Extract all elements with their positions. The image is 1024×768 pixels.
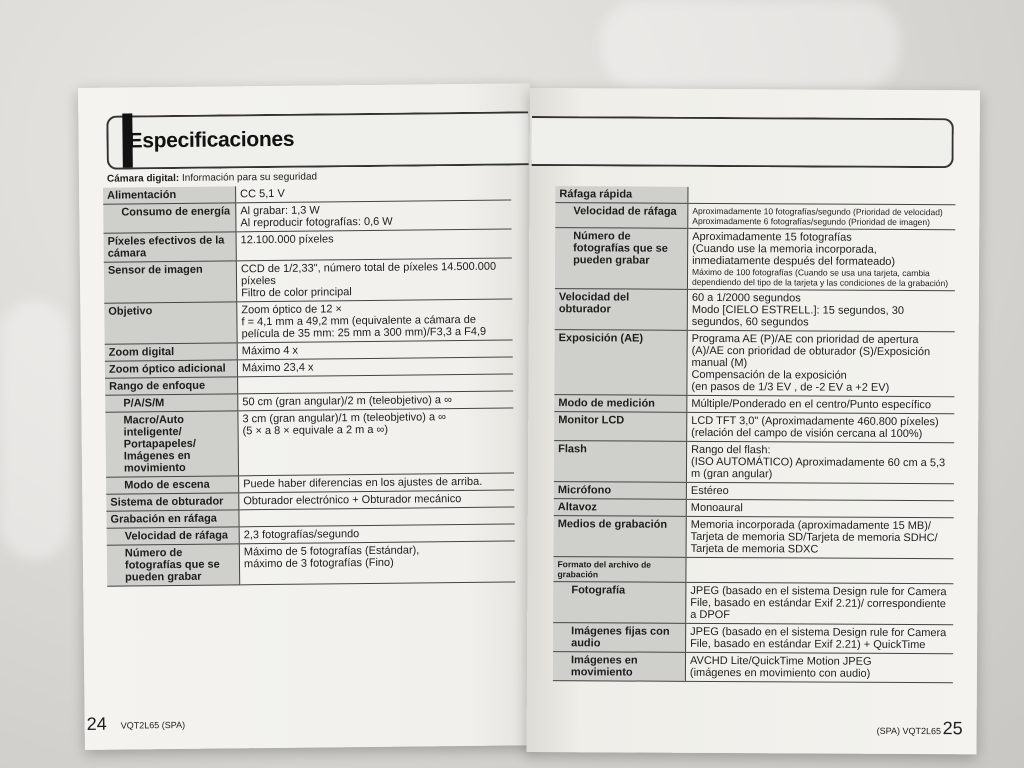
spec-row bbox=[554, 516, 954, 559]
spec-label: Formato del archivo de grabación bbox=[553, 557, 686, 583]
spec-label: Monitor LCD bbox=[554, 412, 687, 442]
spec-label: Altavoz bbox=[554, 499, 687, 517]
spec-row bbox=[104, 229, 512, 262]
spec-row bbox=[554, 499, 954, 518]
spec-value bbox=[686, 441, 954, 483]
spec-value bbox=[686, 516, 954, 558]
spec-row bbox=[555, 228, 955, 291]
spec-label: Número de fotografías que se pueden grabar bbox=[107, 544, 240, 586]
spec-value-text: Aproximadamente 15 fotografías (Cuando use la memoria incorporada, inmediatamente después del formateado) bbox=[692, 230, 896, 268]
subhead-rest: Información para su seguridad bbox=[179, 171, 318, 184]
spec-value-text: JPEG (basado en el sistema Design rule for Camera File, basado en estándar Exif 2.21)/ correspondiente a DPOF bbox=[690, 584, 947, 622]
spec-row bbox=[555, 186, 955, 205]
spec-label: Consumo de energía bbox=[103, 203, 236, 233]
spec-value-text: Máximo 4 x bbox=[241, 344, 299, 358]
spec-label: Alimentación bbox=[103, 186, 236, 204]
page-code: (SPA) VQT2L65 bbox=[876, 725, 942, 737]
right-page bbox=[527, 88, 980, 754]
spec-label: Zoom digital bbox=[105, 343, 238, 361]
spec-label: Imágenes en movimiento bbox=[553, 652, 686, 682]
spec-value bbox=[236, 229, 512, 261]
spec-value-text: Rango del flash: (ISO AUTOMÁTICO) Aproximadamente 60 cm a 5,3 m (gran angular) bbox=[690, 443, 946, 481]
spec-value-text: Máximo 23,4 x bbox=[241, 361, 314, 375]
spec-row bbox=[553, 623, 953, 654]
spec-value-text: Obturador electrónico + Obturador mecánico bbox=[243, 493, 462, 508]
spec-label: Píxeles efectivos de la cámara bbox=[104, 232, 237, 262]
spec-label: Micrófono bbox=[554, 482, 687, 500]
spec-row bbox=[105, 408, 514, 477]
spec-label: Velocidad del obturador bbox=[555, 289, 688, 331]
spec-label: Imágenes fijas con audio bbox=[553, 623, 686, 653]
spec-label: Flash bbox=[554, 441, 687, 483]
spec-label: Macro/Auto inteligente/ Portapapeles/ Imágenes en movimiento bbox=[105, 411, 238, 477]
spec-value-text: LCD TFT 3,0" (Aproximadamente 460.800 píxeles) (relación del campo de visión cercana al 100%) bbox=[691, 414, 939, 441]
spec-label: Medios de grabación bbox=[554, 516, 687, 558]
spec-value-text: Múltiple/Ponderado en el centro/Punto específico bbox=[691, 397, 932, 412]
page-title: Especificaciones bbox=[128, 127, 295, 153]
spec-value bbox=[236, 258, 512, 302]
spec-value-text: JPEG (basado en el sistema Design rule for Camera File, basado en estándar Exif 2.21) + QuickTime bbox=[690, 625, 947, 652]
spec-value-text: 60 a 1/2000 segundos Modo [CIELO ESTRELL.]: 15 segundos, 30 segundos, 60 segundos bbox=[691, 291, 905, 329]
spec-value bbox=[687, 228, 955, 290]
spec-value bbox=[687, 330, 955, 396]
spec-value bbox=[239, 541, 515, 585]
spec-label: Sistema de obturador bbox=[106, 493, 239, 511]
spec-value bbox=[685, 652, 953, 682]
fabric-fold bbox=[0, 300, 70, 560]
spec-label: Número de fotografías que se pueden grabar bbox=[555, 228, 688, 290]
spec-value-text: Monoaural bbox=[690, 501, 743, 515]
spec-label: Grabación en ráfaga bbox=[106, 510, 239, 528]
spec-value-text: Zoom óptico de 12 × f = 4,1 mm a 49,2 mm (equivalente a cámara de película de 35 mm: 25 mm a 300 mm)/F3,3 a F4,9 bbox=[241, 303, 487, 341]
spec-row bbox=[104, 299, 512, 344]
spec-value bbox=[686, 557, 954, 583]
spec-label: P/A/S/M bbox=[105, 394, 238, 412]
spec-row bbox=[104, 258, 512, 303]
spec-value-text: AVCHD Lite/QuickTime Motion JPEG (imágenes en movimiento con audio) bbox=[689, 654, 872, 680]
spec-label: Rango de enfoque bbox=[105, 377, 238, 395]
spec-row bbox=[554, 482, 954, 501]
spec-label: Exposición (AE) bbox=[554, 330, 687, 396]
title-tab-right bbox=[532, 116, 954, 168]
left-page bbox=[78, 83, 537, 750]
spec-table-right bbox=[553, 186, 956, 683]
spec-value bbox=[236, 200, 512, 232]
spec-value-text: 2,3 fotografías/segundo bbox=[243, 528, 360, 542]
spec-value bbox=[687, 289, 955, 331]
spec-label: Ráfaga rápida bbox=[555, 186, 688, 203]
spec-value-text: Aproximadamente 10 fotografías/segundo (Prioridad de velocidad) Aproximadamente 6 fotografías/segundo (Prioridad de imagen) bbox=[692, 205, 943, 228]
spec-row bbox=[555, 203, 955, 230]
spec-row bbox=[107, 541, 515, 586]
subhead-bold: Cámara digital: bbox=[106, 172, 180, 185]
page-number: 24 bbox=[86, 713, 107, 734]
spec-value-text: 12.100.000 píxeles bbox=[240, 233, 334, 247]
spec-value bbox=[686, 482, 954, 500]
spec-value-text: Memoria incorporada (aproximadamente 15 MB)/ Tarjeta de memoria SD/Tarjeta de memoria SDHC/ Tarjeta de memoria SDXC bbox=[690, 518, 938, 556]
spec-label: Velocidad de ráfaga bbox=[107, 527, 240, 545]
spec-row bbox=[553, 652, 953, 683]
spec-value bbox=[238, 408, 514, 476]
spec-row bbox=[554, 412, 954, 443]
spec-label: Objetivo bbox=[104, 302, 237, 344]
spec-label: Zoom óptico adicional bbox=[105, 360, 238, 378]
spec-value bbox=[688, 203, 956, 229]
spec-value-text: Puede haber diferencias en los ajustes de arriba. bbox=[243, 475, 483, 491]
subhead bbox=[107, 172, 317, 185]
page-number: 25 bbox=[942, 718, 963, 739]
page-code: VQT2L65 (SPA) bbox=[120, 719, 186, 731]
spec-value-text: CC 5,1 V bbox=[240, 187, 285, 201]
spec-value bbox=[687, 395, 955, 413]
spec-value bbox=[237, 299, 513, 343]
spec-value-text: CCD de 1/2,33", número total de píxeles 14.500.000 píxeles Filtro de color principal bbox=[240, 260, 497, 300]
spec-label: Fotografía bbox=[553, 582, 686, 624]
spec-label: Velocidad de ráfaga bbox=[555, 203, 688, 229]
spec-value-text: 50 cm (gran angular)/2 m (teleobjetivo) a ∞ bbox=[242, 394, 452, 409]
spec-row bbox=[554, 441, 954, 484]
spec-value-text: Al grabar: 1,3 W Al reproducir fotografías: 0,6 W bbox=[240, 204, 393, 230]
spec-value bbox=[686, 582, 954, 624]
spec-value bbox=[687, 412, 955, 442]
spec-row bbox=[103, 200, 511, 233]
spec-row bbox=[554, 330, 954, 397]
spec-value bbox=[686, 499, 954, 517]
spec-value bbox=[688, 187, 956, 205]
spec-label: Sensor de imagen bbox=[104, 261, 237, 303]
spec-value-text: 3 cm (gran angular)/1 m (teleobjetivo) a ∞ (5 × a 8 × equivale a 2 m a ∞) bbox=[242, 411, 447, 438]
spec-value-note: Máximo de 100 fotografías (Cuando se usa una tarjeta, cambia dependiendo del tipo de la tarjeta y las condiciones de la grabación) bbox=[691, 266, 949, 289]
spec-row bbox=[554, 395, 954, 414]
spec-value-text: Estéreo bbox=[690, 484, 729, 498]
spec-value bbox=[686, 623, 954, 653]
spec-row bbox=[553, 582, 953, 625]
spec-table-left bbox=[103, 183, 515, 586]
fabric-fold bbox=[600, 0, 900, 90]
spec-value-text: Máximo de 5 fotografías (Estándar), máximo de 3 fotografías (Fino) bbox=[243, 544, 420, 571]
spec-label: Modo de medición bbox=[554, 395, 687, 413]
spec-row bbox=[555, 289, 955, 332]
spec-row bbox=[553, 557, 953, 584]
spec-label: Modo de escena bbox=[106, 476, 239, 494]
spec-value-text: Programa AE (P)/AE con prioridad de apertura (A)/AE con prioridad de obturador (S)/Exposición manual (M) Compensación de la exposición (en pasos de 1/3 EV , de -2 EV a +2 EV) bbox=[691, 332, 931, 394]
